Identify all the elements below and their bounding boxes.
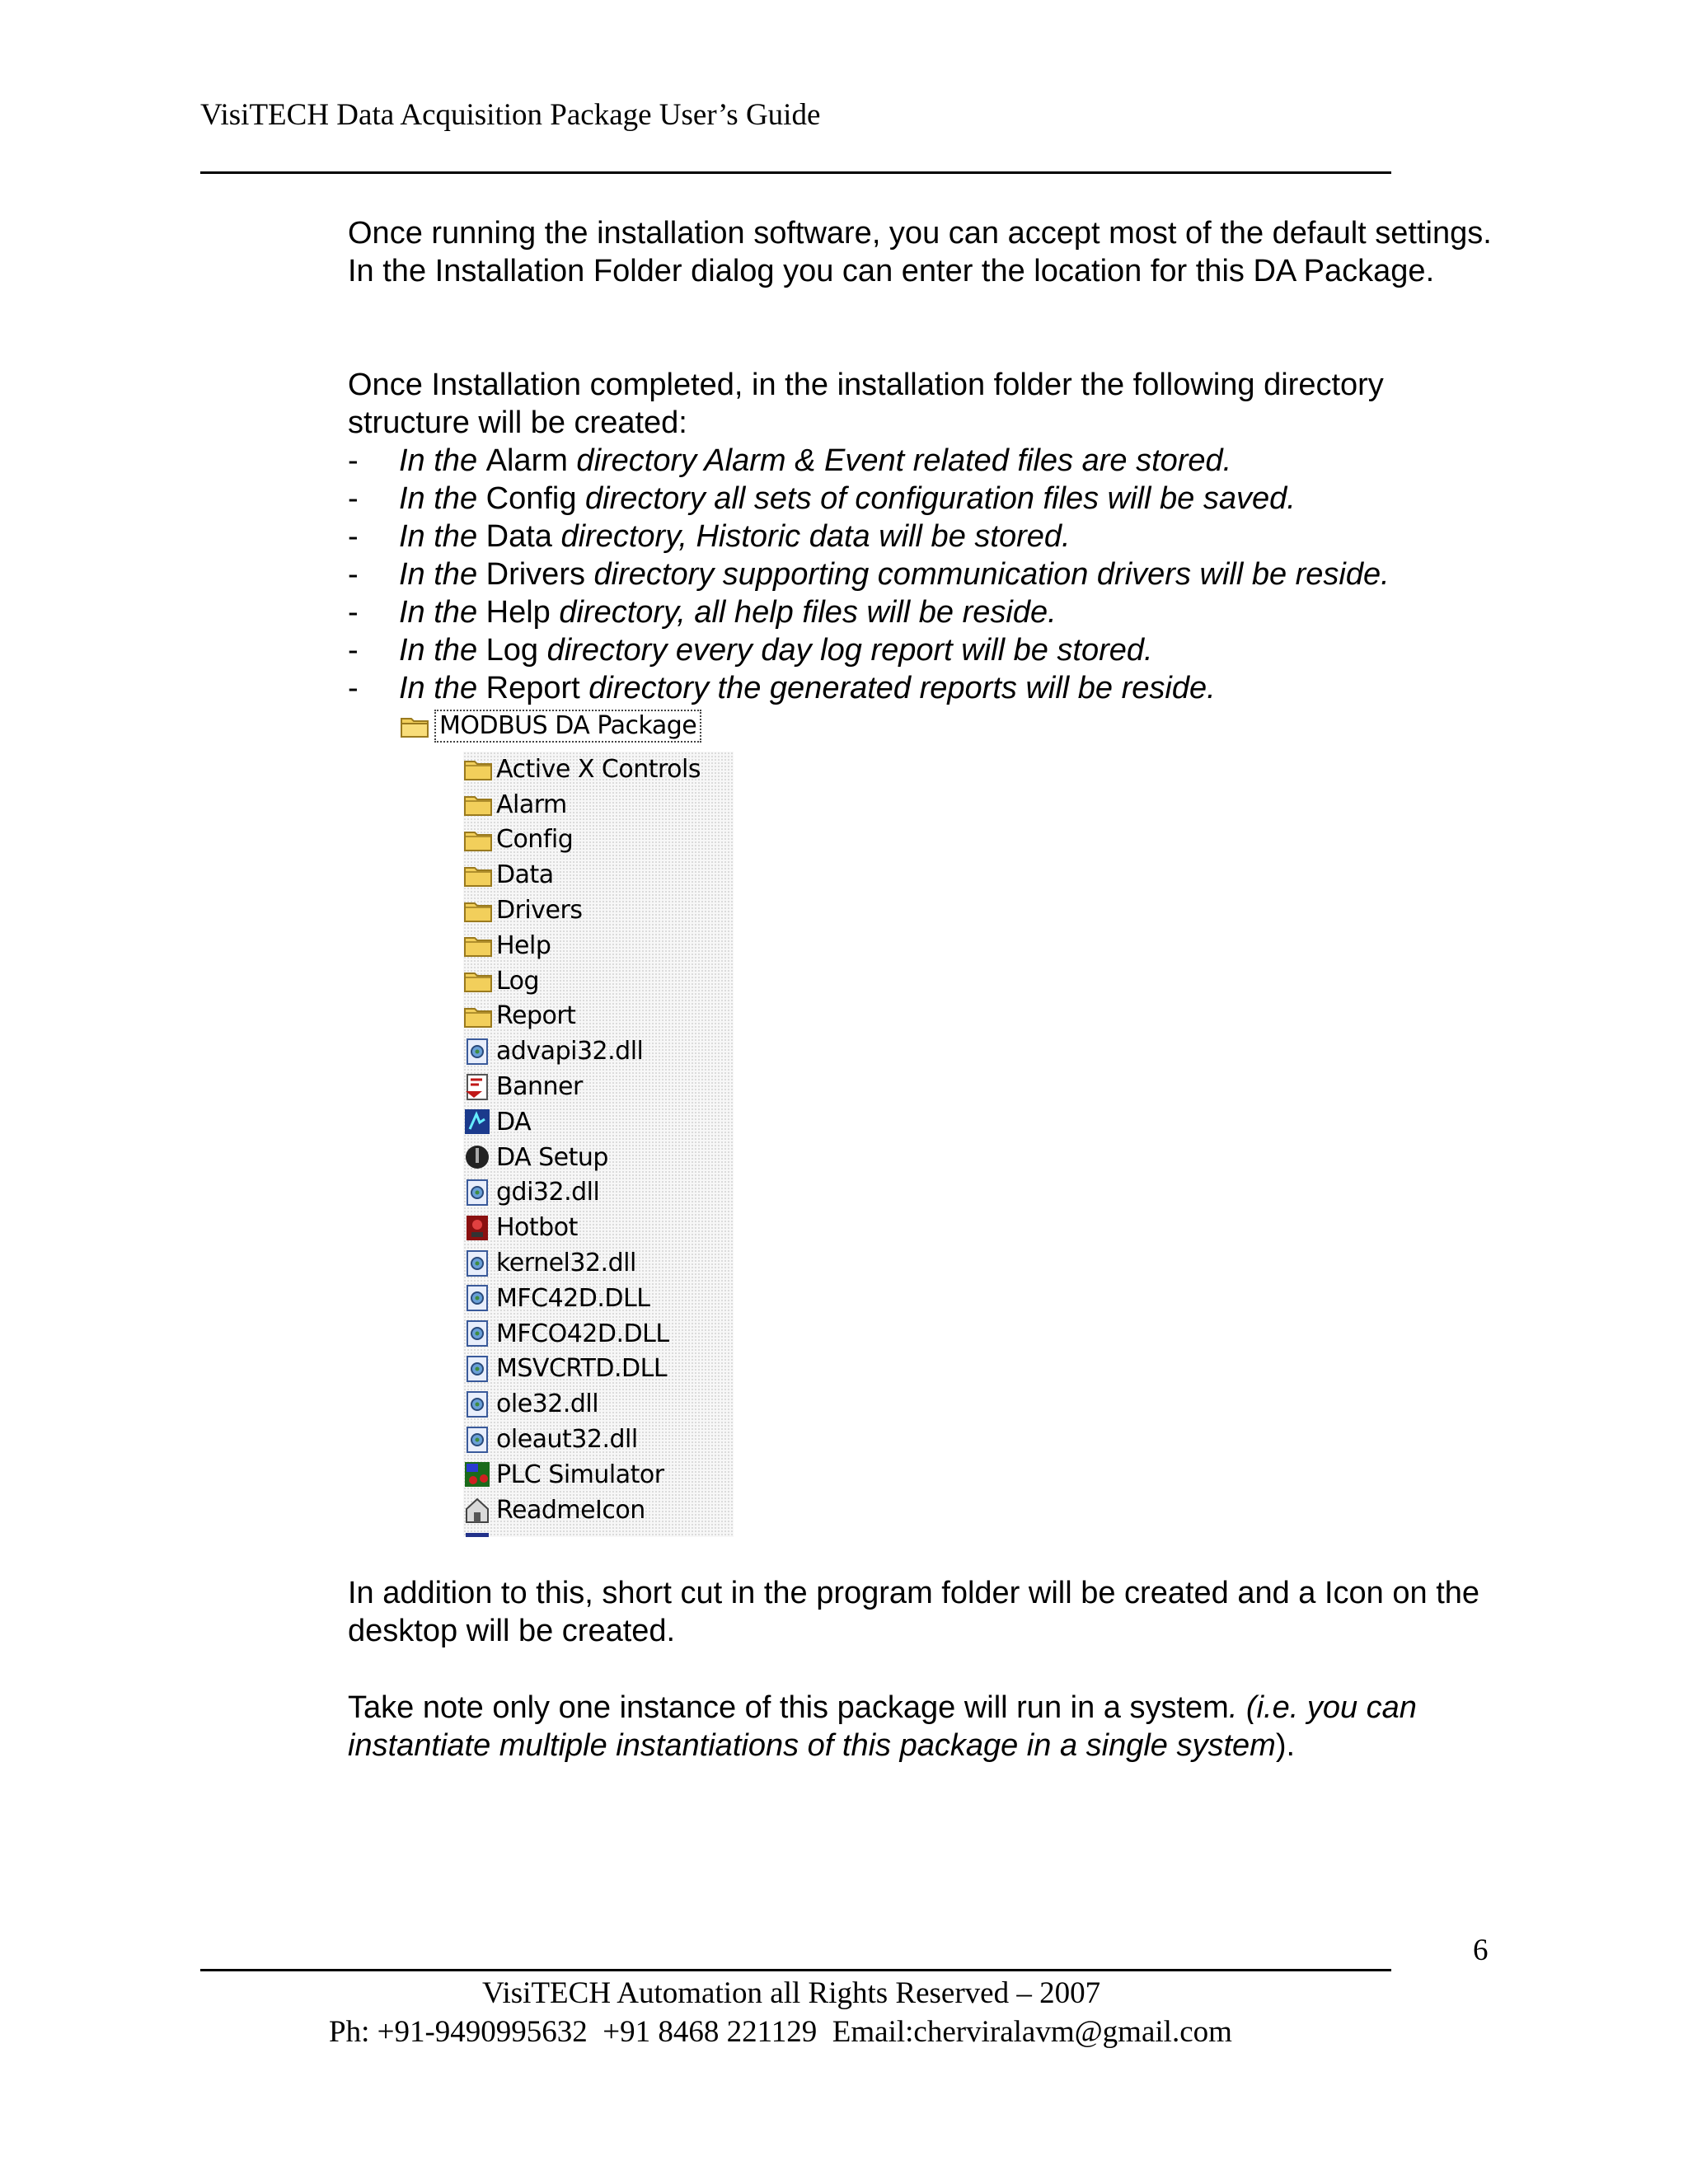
- bullet-item: - In the Report directory the generated reports will be reside.: [348, 671, 1216, 705]
- banner-icon: [463, 1073, 495, 1101]
- tree-item-label: Active X Controls: [496, 754, 701, 784]
- tree-item[interactable]: [463, 1493, 645, 1528]
- tree-item[interactable]: [463, 1033, 643, 1069]
- directory-structure-paragraph: Once Installation completed, in the installation folder the following directory structure will be created:: [348, 368, 1384, 440]
- tree-item[interactable]: [463, 1352, 667, 1387]
- folder-icon: [463, 967, 495, 995]
- tree-item-label: Data: [496, 860, 554, 890]
- tree-item-label: Alarm: [496, 790, 567, 819]
- tree-item-label: ReadmeIcon: [496, 1495, 645, 1525]
- tree-item[interactable]: [463, 1316, 669, 1352]
- header-rule: [200, 171, 1391, 174]
- footer-rule: [200, 1969, 1391, 1971]
- da-app-icon: [463, 1108, 495, 1136]
- dll-icon: [463, 1179, 495, 1207]
- tree-item[interactable]: [463, 787, 567, 823]
- tree-item[interactable]: [463, 1175, 599, 1211]
- folder-icon: [463, 1002, 495, 1030]
- tree-item[interactable]: [463, 1422, 638, 1457]
- tree-item[interactable]: [463, 1245, 636, 1281]
- tree-item[interactable]: [463, 1386, 598, 1422]
- explorer-tree-screenshot: [400, 709, 734, 1537]
- tree-item-label: gdi32.dll: [496, 1178, 600, 1207]
- tree-item[interactable]: [463, 1069, 583, 1104]
- bullet-item: - In the Log directory every day log report will be stored.: [348, 633, 1153, 668]
- tree-item-label: MFCO42D.DLL: [496, 1319, 669, 1348]
- dll-icon: [463, 1249, 495, 1277]
- folder-icon: [463, 790, 495, 818]
- tree-item[interactable]: [463, 1104, 531, 1140]
- setup-icon: [463, 1143, 495, 1171]
- dll-icon: [463, 1319, 495, 1347]
- folder-icon: [463, 931, 495, 959]
- footer-contact: Ph: +91-9490995632 +91 8468 221129 Email:cherviralavm@gmail.com: [329, 2015, 1232, 2049]
- tree-item[interactable]: [463, 1457, 664, 1493]
- intro-paragraph: Once running the installation software, you can accept most of the default settings. In the Installation Folder dialog you can enter the location for this DA Package.: [348, 216, 1492, 288]
- tree-item[interactable]: [463, 999, 575, 1034]
- bullet-item: - In the Data directory, Historic data will be stored.: [348, 519, 1071, 554]
- directory-bullet-list: [348, 442, 1390, 707]
- dll-icon: [463, 1390, 495, 1418]
- tree-item[interactable]: [463, 1140, 608, 1175]
- folder-icon: [463, 755, 495, 783]
- tree-item-label: Report: [496, 1001, 576, 1031]
- plc-simulator-icon: [463, 1460, 495, 1488]
- tree-item-label: MSVCRTD.DLL: [496, 1354, 668, 1384]
- footer-rights: VisiTECH Automation all Rights Reserved – 2007: [482, 1976, 1101, 2010]
- folder-open-icon: [400, 712, 431, 740]
- bullet-item: - In the Help directory, all help files will be reside.: [348, 595, 1057, 630]
- dll-icon: [463, 1284, 495, 1312]
- tree-item[interactable]: [463, 857, 554, 893]
- dll-icon: [463, 1038, 495, 1066]
- bullet-item: - In the Config directory all sets of configuration files will be saved.: [348, 481, 1296, 516]
- tree-item-label: advapi32.dll: [496, 1037, 644, 1066]
- tree-item-label: DA Setup: [496, 1142, 608, 1172]
- tree-item[interactable]: [463, 752, 701, 787]
- tree-item-label: Hotbot: [496, 1213, 578, 1243]
- bullet-item: - In the Drivers directory supporting communication drivers will be reside.: [348, 557, 1390, 592]
- dll-icon: [463, 1426, 495, 1454]
- tree-item[interactable]: [463, 963, 539, 999]
- dll-icon: [463, 1355, 495, 1383]
- tree-item-label: Help: [496, 930, 551, 960]
- tree-item-label: Drivers: [496, 896, 583, 926]
- tree-item[interactable]: [463, 893, 582, 928]
- folder-icon: [463, 897, 495, 925]
- tree-root-label: MODBUS DA Package: [434, 710, 701, 743]
- hotbot-icon: [463, 1214, 495, 1242]
- readme-icon: [463, 1496, 495, 1524]
- shortcut-paragraph: In addition to this, short cut in the program folder will be created and a Icon on the desktop will be created.: [348, 1576, 1480, 1648]
- tree-item-label: Config: [496, 825, 574, 855]
- tree-item-label: Log: [496, 966, 540, 996]
- tree-item-label: ole32.dll: [496, 1390, 599, 1419]
- tree-root-folder[interactable]: [400, 709, 701, 743]
- tree-item-label: MFC42D.DLL: [496, 1283, 650, 1313]
- header-title: VisiTECH Data Acquisition Package User’s Guide: [200, 98, 821, 132]
- instance-note-paragraph: Take note only one instance of this package will run in a system. (i.e. you can instantiate multiple instantiations of this package in a single system).: [348, 1690, 1417, 1763]
- uninstall-icon: [463, 1531, 495, 1537]
- tree-item-label: PLC Simulator: [496, 1460, 664, 1489]
- tree-item-label: kernel32.dll: [496, 1249, 636, 1278]
- tree-item[interactable]: [463, 1210, 578, 1245]
- tree-item[interactable]: [463, 823, 573, 858]
- tree-item-label: Banner: [496, 1072, 583, 1102]
- tree-item[interactable]: [463, 928, 551, 963]
- page-number: 6: [1473, 1933, 1489, 1967]
- tree-item[interactable]: [463, 1528, 496, 1537]
- bullet-item: - In the Alarm directory Alarm & Event related files are stored.: [348, 443, 1232, 478]
- tree-item-label: DA: [496, 1107, 532, 1137]
- tree-children-list: [463, 752, 734, 1537]
- tree-item[interactable]: [463, 1281, 649, 1316]
- tree-item-label: oleaut32.dll: [496, 1425, 638, 1455]
- folder-icon: [463, 861, 495, 889]
- folder-icon: [463, 826, 495, 854]
